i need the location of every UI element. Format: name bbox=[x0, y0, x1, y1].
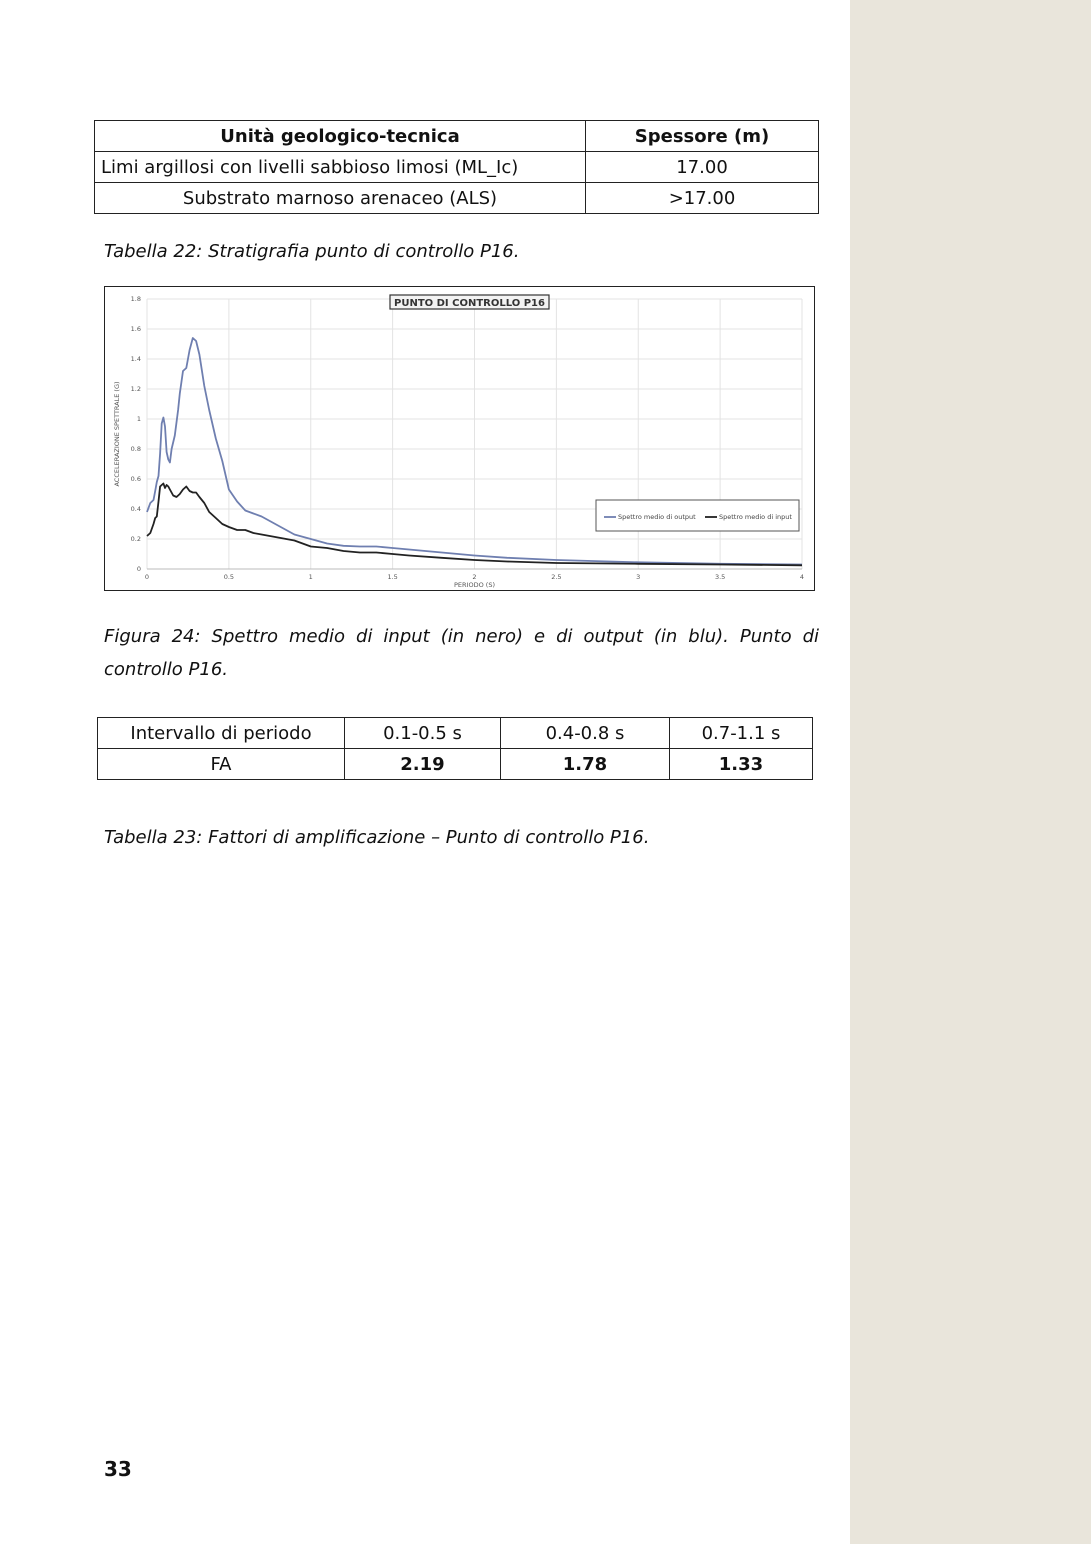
legend-label: Spettro medio di input bbox=[719, 513, 792, 521]
figure-24-caption: Figura 24: Spettro medio di input (in nero) e di output (in blu). Punto di controllo P16. bbox=[104, 626, 819, 680]
x-tick-label: 1 bbox=[308, 573, 313, 581]
y-tick-label: 0.6 bbox=[130, 475, 141, 483]
x-tick-label: 3 bbox=[636, 573, 641, 581]
table-cell: Substrato marnoso arenaceo (ALS) bbox=[95, 183, 586, 214]
table-cell: 2.19 bbox=[345, 749, 501, 780]
table-cell: 1.78 bbox=[501, 749, 670, 780]
y-tick-label: 1 bbox=[136, 415, 141, 423]
y-tick-label: 0.2 bbox=[130, 535, 141, 543]
x-tick-label: 3.5 bbox=[714, 573, 726, 581]
table-row bbox=[95, 152, 819, 183]
x-tick-label: 2 bbox=[472, 573, 477, 581]
table-row bbox=[98, 749, 813, 780]
y-tick-label: 1.2 bbox=[130, 385, 141, 393]
stratigraphy-table bbox=[94, 120, 819, 214]
spectrum-chart-figure bbox=[104, 286, 815, 591]
y-axis-label: ACCELERAZIONE SPETTRALE (G) bbox=[113, 381, 121, 487]
y-tick-label: 1.8 bbox=[130, 295, 141, 303]
amplification-factors-table bbox=[97, 717, 813, 780]
y-tick-label: 1.6 bbox=[130, 325, 141, 333]
table-cell: 0.4-0.8 s bbox=[501, 718, 670, 749]
y-tick-label: 0 bbox=[136, 565, 141, 573]
table-cell: 0.1-0.5 s bbox=[345, 718, 501, 749]
x-tick-label: 0.5 bbox=[223, 573, 235, 581]
y-tick-label: 0.8 bbox=[130, 445, 141, 453]
x-axis-label: PERIODO (S) bbox=[454, 581, 495, 589]
table-cell: 1.33 bbox=[670, 749, 813, 780]
table-header-row bbox=[95, 121, 819, 152]
page-sidebar-band bbox=[850, 0, 1091, 1544]
spectrum-chart bbox=[105, 287, 816, 592]
table-cell: Limi argillosi con livelli sabbioso limosi (ML_Ic) bbox=[95, 152, 586, 183]
y-tick-label: 1.4 bbox=[130, 355, 141, 363]
chart-title: PUNTO DI CONTROLLO P16 bbox=[394, 298, 545, 309]
table-row bbox=[95, 183, 819, 214]
legend-label: Spettro medio di output bbox=[618, 513, 696, 521]
table-row bbox=[98, 718, 813, 749]
table-header-cell: Spessore (m) bbox=[586, 121, 819, 152]
page-number: 33 bbox=[104, 1457, 132, 1481]
x-tick-label: 0 bbox=[144, 573, 150, 581]
x-tick-label: 2.5 bbox=[551, 573, 562, 581]
table-header-cell: Unità geologico-tecnica bbox=[95, 121, 586, 152]
table-cell: 0.7-1.1 s bbox=[670, 718, 813, 749]
table-cell: 17.00 bbox=[586, 152, 819, 183]
table-22-caption: Tabella 22: Stratigrafia punto di controllo P16. bbox=[104, 241, 520, 262]
table-cell: >17.00 bbox=[586, 183, 819, 214]
table-23-caption: Tabella 23: Fattori di amplificazione – Punto di controllo P16. bbox=[104, 827, 650, 848]
x-tick-label: 4 bbox=[799, 573, 805, 581]
table-cell: Intervallo di periodo bbox=[98, 718, 345, 749]
y-tick-label: 0.4 bbox=[130, 505, 141, 513]
table-cell: FA bbox=[98, 749, 345, 780]
x-tick-label: 1.5 bbox=[387, 573, 398, 581]
